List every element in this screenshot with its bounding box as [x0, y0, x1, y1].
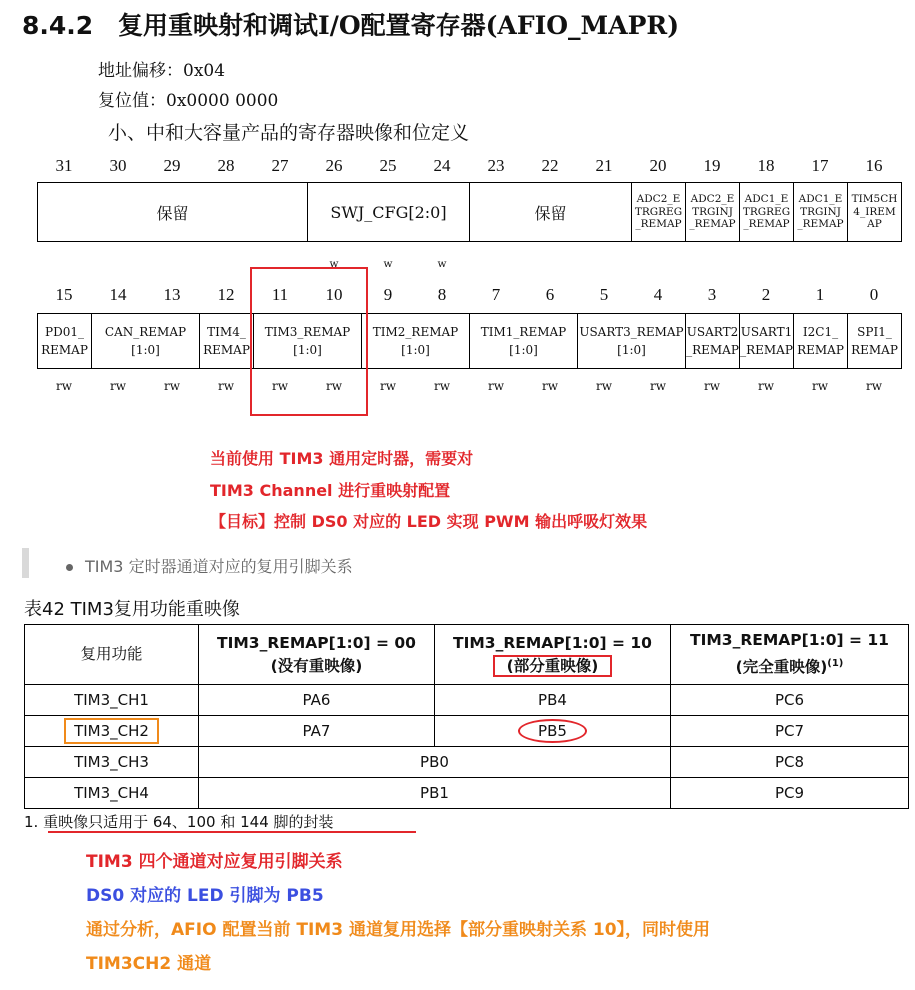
field-line: TIM2_REMAP: [372, 325, 459, 339]
access-label: rw: [271, 379, 288, 393]
bit-number: 13: [163, 285, 181, 304]
field-line: [1:0]: [509, 343, 538, 357]
bit-number: 17: [811, 156, 829, 175]
reserved-field: 保留: [38, 183, 308, 242]
annotation-line: TIM3 Channel 进行重映射配置: [210, 481, 451, 500]
access-label: w: [437, 258, 447, 270]
field-line: SPI1_: [857, 325, 892, 339]
bit-number: 3: [707, 285, 717, 304]
field-line: [1:0]: [293, 343, 322, 357]
access-label: rw: [595, 379, 612, 393]
cell-function: TIM3_CH4: [25, 778, 199, 809]
bit-number: 22: [541, 156, 559, 175]
bullet-item: [66, 554, 353, 577]
field-line: I2C1_: [802, 325, 839, 339]
note-orange: 通过分析，AFIO 配置当前 TIM3 通道复用选择【部分重映射关系 10】，同时使用: [86, 920, 711, 940]
cell-pin: PA7: [199, 716, 435, 747]
bit-number: 11: [271, 285, 289, 304]
bit-number: 25: [379, 156, 397, 175]
bit-number: 0: [869, 285, 879, 304]
table-row: [25, 778, 909, 809]
tim5ch4-iremap-field: [848, 183, 902, 242]
field-line: USART1: [740, 325, 793, 339]
header-line: TIM3_REMAP[1:0] = 00: [217, 633, 416, 652]
bit-number: 30: [109, 156, 127, 175]
footnote: 1. 重映像只适用于 64、100 和 144 脚的封装: [24, 813, 334, 831]
field-line: ADC1_E: [744, 193, 789, 206]
note-blue: DS0 对应的 LED 引脚为 PB5: [86, 886, 324, 906]
tim3-remap-table: [24, 624, 909, 809]
bit-number: 1: [815, 285, 825, 304]
ch2-highlight: TIM3_CH2: [64, 718, 159, 744]
adc1-etrginj-remap-field: [794, 183, 848, 242]
field-line: TRGINJ: [692, 205, 733, 218]
quote-bar: [22, 548, 29, 578]
register-subheading: 小、中和大容量产品的寄存器映像和位定义: [108, 122, 470, 144]
header-line: TIM3_REMAP[1:0] = 10: [453, 633, 652, 652]
field-line: REMAP: [41, 343, 88, 357]
pd01-remap-field: [38, 314, 92, 369]
register-low-bits: [37, 313, 902, 369]
access-label: rw: [541, 379, 558, 393]
access-label: rw: [865, 379, 882, 393]
note-red: TIM3 四个通道对应复用引脚关系: [86, 852, 343, 872]
field-line: USART2: [686, 325, 739, 339]
access-label: rw: [703, 379, 720, 393]
access-label: rw: [811, 379, 828, 393]
table-row: [25, 747, 909, 778]
field-line: PD01_: [45, 325, 84, 339]
access-label: rw: [757, 379, 774, 393]
pb5-highlight: PB5: [518, 719, 587, 743]
access-label: rw: [649, 379, 666, 393]
usart3-remap-field: [578, 314, 686, 369]
tim2-remap-field: [362, 314, 470, 369]
bit-number: 14: [109, 285, 127, 304]
field-line: REMAP: [203, 343, 250, 357]
access-low: [37, 379, 901, 393]
table-row: [25, 685, 909, 716]
field-line: TIM1_REMAP: [480, 325, 567, 339]
header-line: (没有重映像): [270, 656, 363, 675]
bit-number: 18: [757, 156, 775, 175]
reserved-field: 保留: [470, 183, 632, 242]
bit-number: 4: [653, 285, 663, 304]
can-remap-field: [92, 314, 200, 369]
field-line: TIM3_REMAP: [264, 325, 351, 339]
bit-number: 29: [163, 156, 181, 175]
register-high-bits: [37, 182, 902, 242]
cell-function: TIM3_CH3: [25, 747, 199, 778]
usart1-remap-field: [740, 314, 794, 369]
header-remap-10: [435, 625, 671, 685]
bit-number: 23: [487, 156, 505, 175]
bit-numbers-high: [37, 156, 901, 176]
bit-number: 9: [383, 285, 393, 304]
adc1-etrgreg-remap-field: [740, 183, 794, 242]
annotation-line: 当前使用 TIM3 通用定时器，需要对: [210, 449, 474, 468]
cell-pin: PB0: [199, 747, 671, 778]
cell-pin: PA6: [199, 685, 435, 716]
cell-function: TIM3_CH1: [25, 685, 199, 716]
access-label: rw: [217, 379, 234, 393]
field-line: 4_IREM: [853, 205, 896, 218]
tim4-remap-field: [200, 314, 254, 369]
field-line: _REMAP: [686, 343, 739, 357]
swj-cfg-field: SWJ_CFG[2:0]: [308, 183, 470, 242]
tim1-remap-field: [470, 314, 578, 369]
bit-number: 28: [217, 156, 235, 175]
cell-pin: PB4: [435, 685, 671, 716]
access-label: w: [329, 258, 339, 270]
bit-number: 15: [55, 285, 73, 304]
field-line: CAN_REMAP: [104, 325, 187, 339]
cell-pin: PB1: [199, 778, 671, 809]
i2c1-remap-field: [794, 314, 848, 369]
field-line: [1:0]: [131, 343, 160, 357]
bit-number: 26: [325, 156, 343, 175]
field-line: REMAP: [797, 343, 844, 357]
reset-value: 复位值：0x0000 0000: [98, 91, 279, 111]
header-line: (完全重映像): [735, 658, 828, 677]
footnote-ref: (1): [827, 658, 844, 670]
field-line: _REMAP: [635, 218, 682, 231]
field-line: [1:0]: [617, 343, 646, 357]
section-title: 复用重映射和调试I/O配置寄存器(AFIO_MAPR): [118, 11, 680, 40]
access-label: rw: [379, 379, 396, 393]
field-line: TRGINJ: [800, 205, 841, 218]
bit-number: 21: [595, 156, 613, 175]
footnote-underline: [48, 831, 416, 833]
bullet-dot-icon: [66, 564, 73, 571]
access-label: rw: [433, 379, 450, 393]
field-line: [1:0]: [401, 343, 430, 357]
header-function: 复用功能: [25, 625, 199, 685]
field-line: USART3_REMAP: [579, 325, 684, 339]
spi1-remap-field: [848, 314, 902, 369]
adc2-etrginj-remap-field: [686, 183, 740, 242]
field-line: TRGREG: [742, 205, 791, 218]
section-number: 8.4.2: [22, 11, 94, 40]
bit-number: 12: [217, 285, 235, 304]
field-line: ADC1_E: [798, 193, 843, 206]
address-offset: 地址偏移：0x04: [98, 61, 226, 81]
field-line: REMAP: [851, 343, 898, 357]
annotation-goal: 【目标】控制 DS0 对应的 LED 实现 PWM 输出呼吸灯效果: [210, 512, 648, 531]
field-line: ADC2_E: [690, 193, 735, 206]
bit-number: 19: [703, 156, 721, 175]
access-label: w: [383, 258, 393, 270]
header-remap-11: [671, 625, 909, 685]
field-line: TRGREG: [634, 205, 683, 218]
bit-number: 27: [271, 156, 289, 175]
bit-number: 20: [649, 156, 667, 175]
bit-number: 10: [325, 285, 343, 304]
access-label: rw: [55, 379, 72, 393]
bit-number: 31: [55, 156, 73, 175]
cell-pin: [435, 716, 671, 747]
tim3-remap-highlight-box: [250, 267, 368, 416]
bullet-text: TIM3 定时器通道对应的复用引脚关系: [85, 557, 353, 576]
header-line: TIM3_REMAP[1:0] = 11: [690, 631, 889, 650]
access-label: rw: [325, 379, 342, 393]
cell-pin: PC8: [671, 747, 909, 778]
access-label: rw: [163, 379, 180, 393]
table-caption: 表42 TIM3复用功能重映像: [24, 599, 240, 620]
bit-number: 7: [491, 285, 501, 304]
partial-remap-highlight: (部分重映像): [493, 655, 613, 677]
bit-number: 16: [865, 156, 883, 175]
bit-number: 24: [433, 156, 451, 175]
bit-number: 8: [437, 285, 447, 304]
field-line: TIM4_: [207, 325, 246, 339]
adc2-etrgreg-remap-field: [632, 183, 686, 242]
header-remap-00: [199, 625, 435, 685]
field-line: _REMAP: [743, 218, 790, 231]
bit-number: 6: [545, 285, 555, 304]
field-line: _REMAP: [689, 218, 736, 231]
access-label: rw: [109, 379, 126, 393]
cell-function: [25, 716, 199, 747]
field-line: _REMAP: [797, 218, 844, 231]
access-label: rw: [487, 379, 504, 393]
bit-numbers-low: [37, 285, 901, 305]
field-line: ADC2_E: [636, 193, 681, 206]
field-line: AP: [867, 218, 882, 231]
note-orange: TIM3CH2 通道: [86, 954, 212, 974]
table-row: [25, 716, 909, 747]
bit-number: 5: [599, 285, 609, 304]
cell-pin: PC9: [671, 778, 909, 809]
cell-pin: PC7: [671, 716, 909, 747]
bit-number: 2: [761, 285, 771, 304]
field-line: _REMAP: [740, 343, 793, 357]
field-line: TIM5CH: [851, 193, 898, 206]
cell-pin: PC6: [671, 685, 909, 716]
usart2-remap-field: [686, 314, 740, 369]
section-heading: [22, 6, 679, 42]
